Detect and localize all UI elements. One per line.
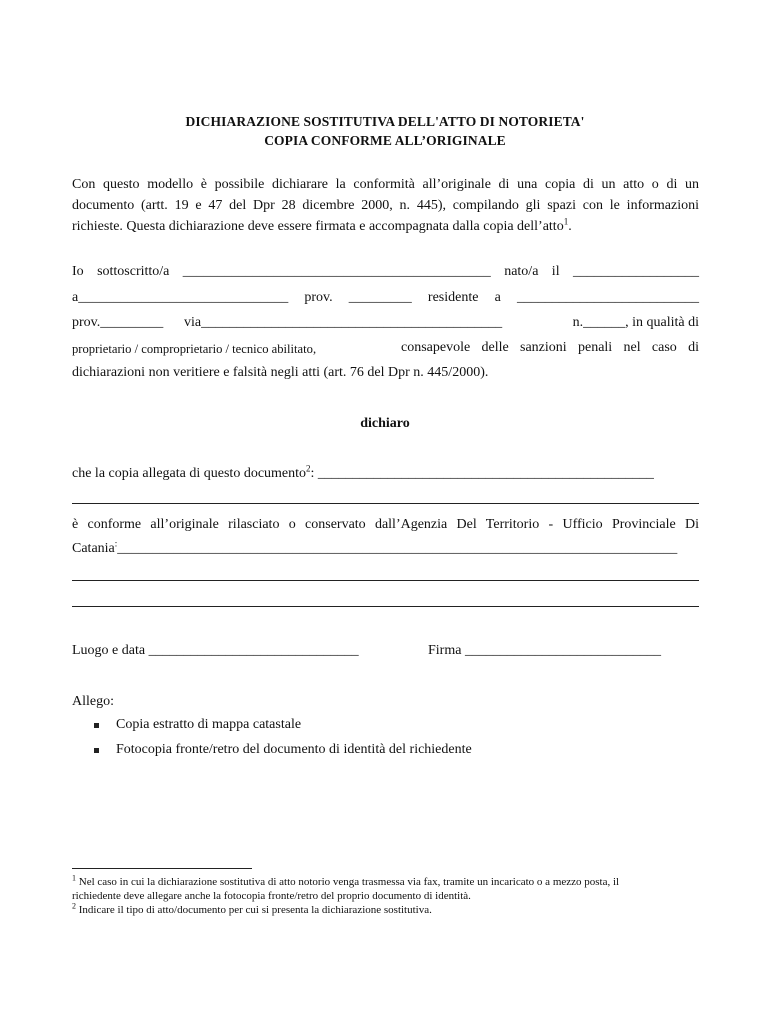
office-ref: : [114, 538, 118, 549]
blank-line[interactable] [72, 580, 699, 581]
declaration-conformity: è conforme all’originale rilasciato o conservato dall’Agenzia Del Territorio - Ufficio Provinciale Di [72, 517, 699, 532]
footnote-1-line-1: Nel caso in cui la dichiarazione sostitutiva di atto notorio venga trasmessa via fax, tramite un incaricato o a mezzo posta, il [78, 876, 620, 888]
office-city: Catania [72, 541, 115, 556]
footnote-ref-2: 2 [306, 463, 311, 474]
declaration-document-type[interactable] [72, 463, 654, 482]
footnote-1-line-2: richiedente deve allegare anche la fotocopia fronte/retro del proprio documento di identità. [72, 890, 471, 902]
footnote-ref-1: 1 [563, 216, 569, 227]
document-title: DICHIARAZIONE SOSTITUTIVA DELL'ATTO DI NOTORIETA' [185, 114, 585, 129]
footnote-2-number: 2 [72, 901, 76, 911]
intro-line-1: Con questo modello è possibile dichiarare la conformità all’originale di una copia di un atto o di un [72, 177, 699, 192]
form-line-name-birth[interactable]: Io sottoscritto/a ____________________________________________ nato/a il __________________ [72, 264, 699, 279]
place-date-field[interactable]: Luogo e data ______________________________ [72, 643, 359, 658]
footnote-2 [72, 903, 700, 917]
intro-line-3 [72, 216, 572, 235]
form-line-birthplace-residence[interactable]: a______________________________ prov. _________ residente a __________________________ [72, 290, 699, 305]
footnote-1-number: 1 [72, 873, 76, 883]
office-blank: ________________________________________________________________________________ [117, 541, 678, 556]
footnote-2-text: Indicare il tipo di atto/documento per cui si presenta la dichiarazione sostitutiva. [78, 904, 432, 916]
attachment-item: Copia estratto di mappa catastale [116, 717, 302, 732]
signature-field[interactable]: Firma ____________________________ [428, 643, 661, 658]
attachment-item: Fotocopia fronte/retro del documento di identità del richiedente [116, 742, 472, 757]
attachments-heading: Allego: [72, 694, 114, 709]
role-options: proprietario / comproprietario / tecnico abilitato, [72, 342, 317, 356]
form-line-province[interactable]: prov._________ [72, 315, 164, 330]
penalty-notice: consapevole delle sanzioni penali nel caso di [401, 340, 699, 355]
footnote-divider [72, 868, 252, 869]
intro-line-3-end: . [568, 219, 572, 234]
bullet-icon [94, 748, 99, 753]
declaration-office-line[interactable] [72, 538, 678, 557]
declaration-blank: : ________________________________________________ [310, 466, 654, 481]
document-subtitle: COPIA CONFORME ALL’ORIGINALE [264, 133, 506, 148]
footnote-1 [72, 875, 700, 903]
dichiaro-heading: dichiaro [360, 416, 410, 431]
form-line-street[interactable]: via___________________________________________ [184, 315, 503, 330]
intro-line-3-text: richieste. Questa dichiarazione deve essere firmata e accompagnata dalla copia dell’atto [72, 219, 564, 234]
declaration-text: che la copia allegata di questo documento [72, 466, 307, 481]
intro-line-2: documento (artt. 19 e 47 del Dpr 28 dicembre 2000, n. 445), compilando gli spazi con le informazioni [72, 198, 699, 213]
form-line-number-role[interactable]: n.______, in qualità di [572, 315, 699, 330]
blank-line[interactable] [72, 503, 699, 504]
penalty-notice-cont: dichiarazioni non veritiere e falsità negli atti (art. 76 del Dpr n. 445/2000). [72, 365, 489, 380]
bullet-icon [94, 723, 99, 728]
blank-line[interactable] [72, 606, 699, 607]
